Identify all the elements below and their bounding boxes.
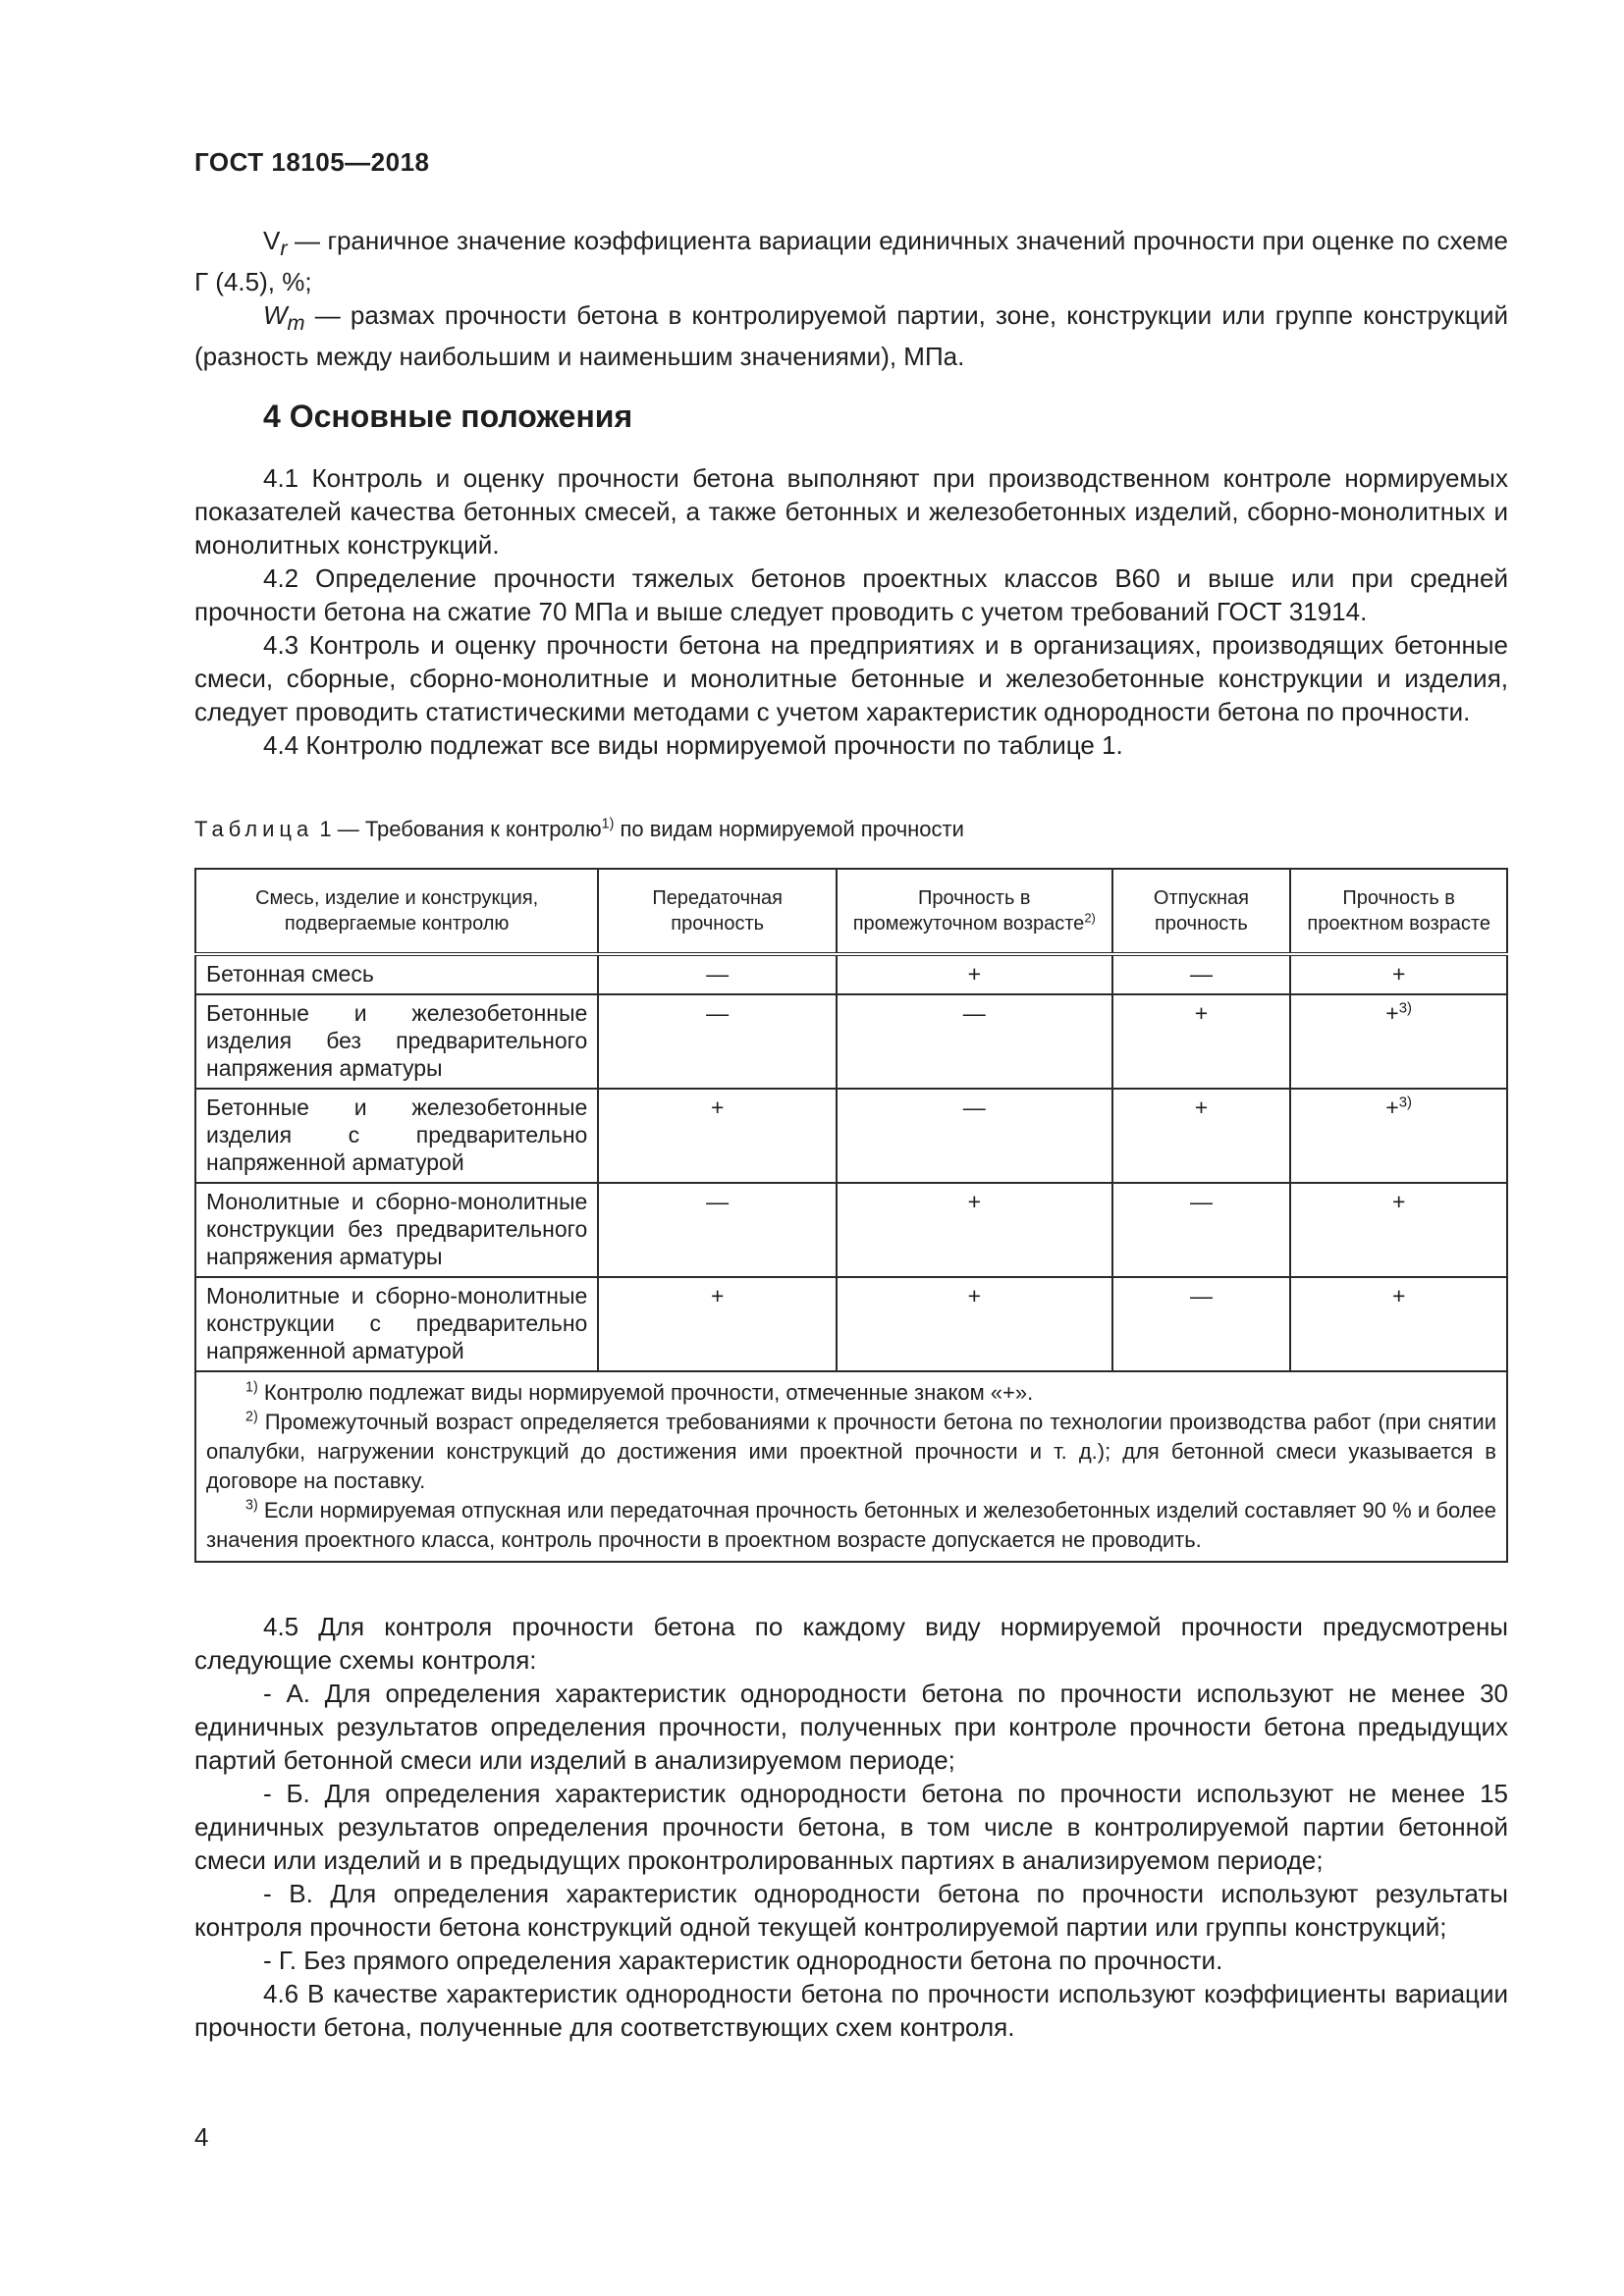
paragraphs-block-2 (194, 1610, 1508, 2044)
definition-text: — размах прочности бетона в контролируемой партии, зоне, конструкции или группе конструкций (разность между наибольшим и наименьшим значениями), МПа. (194, 300, 1508, 372)
value-cell: + (837, 1183, 1112, 1277)
scheme-g: - Г. Без прямого определения характеристик однородности бетона по прочности. (263, 1946, 1223, 1975)
value-footnote-mark: 3) (1398, 1094, 1413, 1111)
value-cell (1290, 1089, 1507, 1183)
table-row (195, 1277, 1507, 1371)
row-name-cell: Бетонные и железобетонные изделия с предварительно напряженной арматурой (195, 1089, 598, 1183)
table-note (206, 1408, 1496, 1496)
symbol: V (263, 226, 281, 255)
paragraph-4-5: 4.5 Для контроля прочности бетона по каждому виду нормируемой прочности предусмотрены следующие схемы контроля: (194, 1612, 1508, 1675)
definition-text: — граничное значение коэффициента вариации единичных значений прочности при оценке по схеме Г (4.5), %; (194, 226, 1508, 297)
value-cell (1290, 1277, 1507, 1371)
requirements-table (194, 868, 1508, 1563)
scheme-a: - А. Для определения характеристик однородности бетона по прочности используют не менее 30 единичных результатов определения прочности, полученных при контроле прочности бетона предыдущих партий бетонной смеси или изделий в анализируемом периоде; (194, 1679, 1508, 1775)
note-mark: 3) (245, 1497, 258, 1514)
value: + (1391, 1189, 1406, 1214)
paragraph-4-6: 4.6 В качестве характеристик однородности бетона по прочности используют коэффициенты вариации прочности бетона, полученные для соответствующих схем контроля. (194, 1979, 1508, 2042)
table-row (195, 1183, 1507, 1277)
value: + (1385, 1000, 1399, 1026)
value-cell: — (598, 1183, 837, 1277)
row-name-cell: Монолитные и сборно-монолитные конструкции без предварительного напряжения арматуры (195, 1183, 598, 1277)
note-text: Промежуточный возраст определяется требованиями к прочности бетона по технологии производства работ (при снятии опалубки, нагружении конструкций до достижения ими проектной прочности и т. д.); для бетонной смеси указывается в договоре на поставку. (206, 1410, 1496, 1493)
header-text: Прочность в промежуточном возрасте (852, 887, 1085, 934)
table-row (195, 994, 1507, 1089)
scheme-v: - В. Для определения характеристик однородности бетона по прочности используют результаты контроля прочности бетона конструкций одной текущей контролируемой партии или группы конструкций; (194, 1879, 1508, 1942)
paragraph-4-3: 4.3 Контроль и оценку прочности бетона на предприятиях и в организациях, производящих бетонные смеси, сборные, сборно-монолитные и монолитные бетонные и железобетонные конструкции и изделия, следует проводить статистическими методами с учетом характеристик однородности бетона по прочности. (194, 630, 1508, 726)
value-cell (1290, 954, 1507, 994)
table-notes (195, 1371, 1507, 1562)
symbol-definitions (194, 224, 1508, 373)
standard-code-header: ГОСТ 18105—2018 (194, 147, 430, 177)
header-cell-design-age: Прочность в проектном возрасте (1290, 869, 1507, 954)
row-name-cell: Монолитные и сборно-монолитные конструкции с предварительно напряженной арматурой (195, 1277, 598, 1371)
header-cell-object: Смесь, изделие и конструкция, подвергаемые контролю (195, 869, 598, 954)
value-cell: + (1112, 994, 1291, 1089)
value-cell: — (837, 1089, 1112, 1183)
value-cell: — (1112, 954, 1291, 994)
section-title: 4 Основные положения (263, 399, 633, 434)
definition-vr (194, 224, 1508, 298)
value-cell: + (1112, 1089, 1291, 1183)
table-note (206, 1496, 1496, 1555)
value-cell: — (1112, 1277, 1291, 1371)
value-cell: — (1112, 1183, 1291, 1277)
note-text: Если нормируемая отпускная или передаточная прочность бетонных и железобетонных изделий составляет 90 % и более значения проектного класса, контроль прочности в проектном возрасте допускается не проводить. (206, 1498, 1496, 1552)
value-cell (1290, 994, 1507, 1089)
value-cell: + (598, 1277, 837, 1371)
value-cell (1290, 1183, 1507, 1277)
table-note (206, 1378, 1496, 1408)
table-row (195, 1089, 1507, 1183)
value-cell: + (837, 954, 1112, 994)
table-caption (194, 817, 964, 842)
table-header-row (195, 869, 1507, 954)
row-name-cell: Бетонные и железобетонные изделия без предварительного напряжения арматуры (195, 994, 598, 1089)
paragraph-4-1: 4.1 Контроль и оценку прочности бетона выполняют при производственном контроле нормируемых показателей качества бетонных смесей, а также бетонных и железобетонных изделий, сборно-монолитных и монолитных конструкций. (194, 463, 1508, 560)
value-footnote-mark: 3) (1398, 999, 1413, 1017)
row-name-cell: Бетонная смесь (195, 954, 598, 994)
value-cell: — (598, 954, 837, 994)
value-cell: — (598, 994, 837, 1089)
caption-text: 1 — Требования к контролю (313, 817, 602, 841)
paragraph-4-2: 4.2 Определение прочности тяжелых бетонов проектных классов В60 и выше или при средней прочности бетона на сжатие 70 МПа и выше следует проводить с учетом требований ГОСТ 31914. (194, 563, 1508, 626)
value-cell: + (837, 1277, 1112, 1371)
table-notes-row (195, 1371, 1507, 1562)
caption-tail: по видам нормируемой прочности (614, 817, 964, 841)
page-number: 4 (194, 2122, 209, 2152)
definition-wm (194, 298, 1508, 373)
paragraph-4-4: 4.4 Контролю подлежат все виды нормируемой прочности по таблице 1. (263, 730, 1123, 760)
value-cell: — (837, 994, 1112, 1089)
value: + (1385, 1095, 1399, 1120)
note-mark: 2) (245, 1409, 258, 1425)
value: + (1391, 961, 1406, 987)
header-footnote-mark: 2) (1084, 910, 1096, 926)
value-cell: + (598, 1089, 837, 1183)
note-mark: 1) (245, 1379, 258, 1396)
header-cell-intermediate (837, 869, 1112, 954)
table-row (195, 954, 1507, 994)
note-text: Контролю подлежат виды нормируемой прочности, отмеченные знаком «+». (257, 1380, 1034, 1405)
scheme-b: - Б. Для определения характеристик однородности бетона по прочности используют не менее 15 единичных результатов определения прочности бетона, в том числе в контролируемой партии бетонной смеси или изделий и в предыдущих проконтролированных партиях в анализируемом периоде; (194, 1779, 1508, 1875)
caption-footnote-mark: 1) (601, 816, 615, 832)
caption-word: Таблица (194, 817, 314, 841)
symbol: W (263, 300, 288, 331)
value: + (1391, 1283, 1406, 1308)
header-cell-transfer: Передаточная прочность (598, 869, 837, 954)
paragraphs-block-1 (194, 461, 1508, 762)
symbol-subscript: m (287, 310, 305, 336)
header-cell-release: Отпускная прочность (1112, 869, 1291, 954)
symbol-subscript: r (280, 236, 288, 261)
